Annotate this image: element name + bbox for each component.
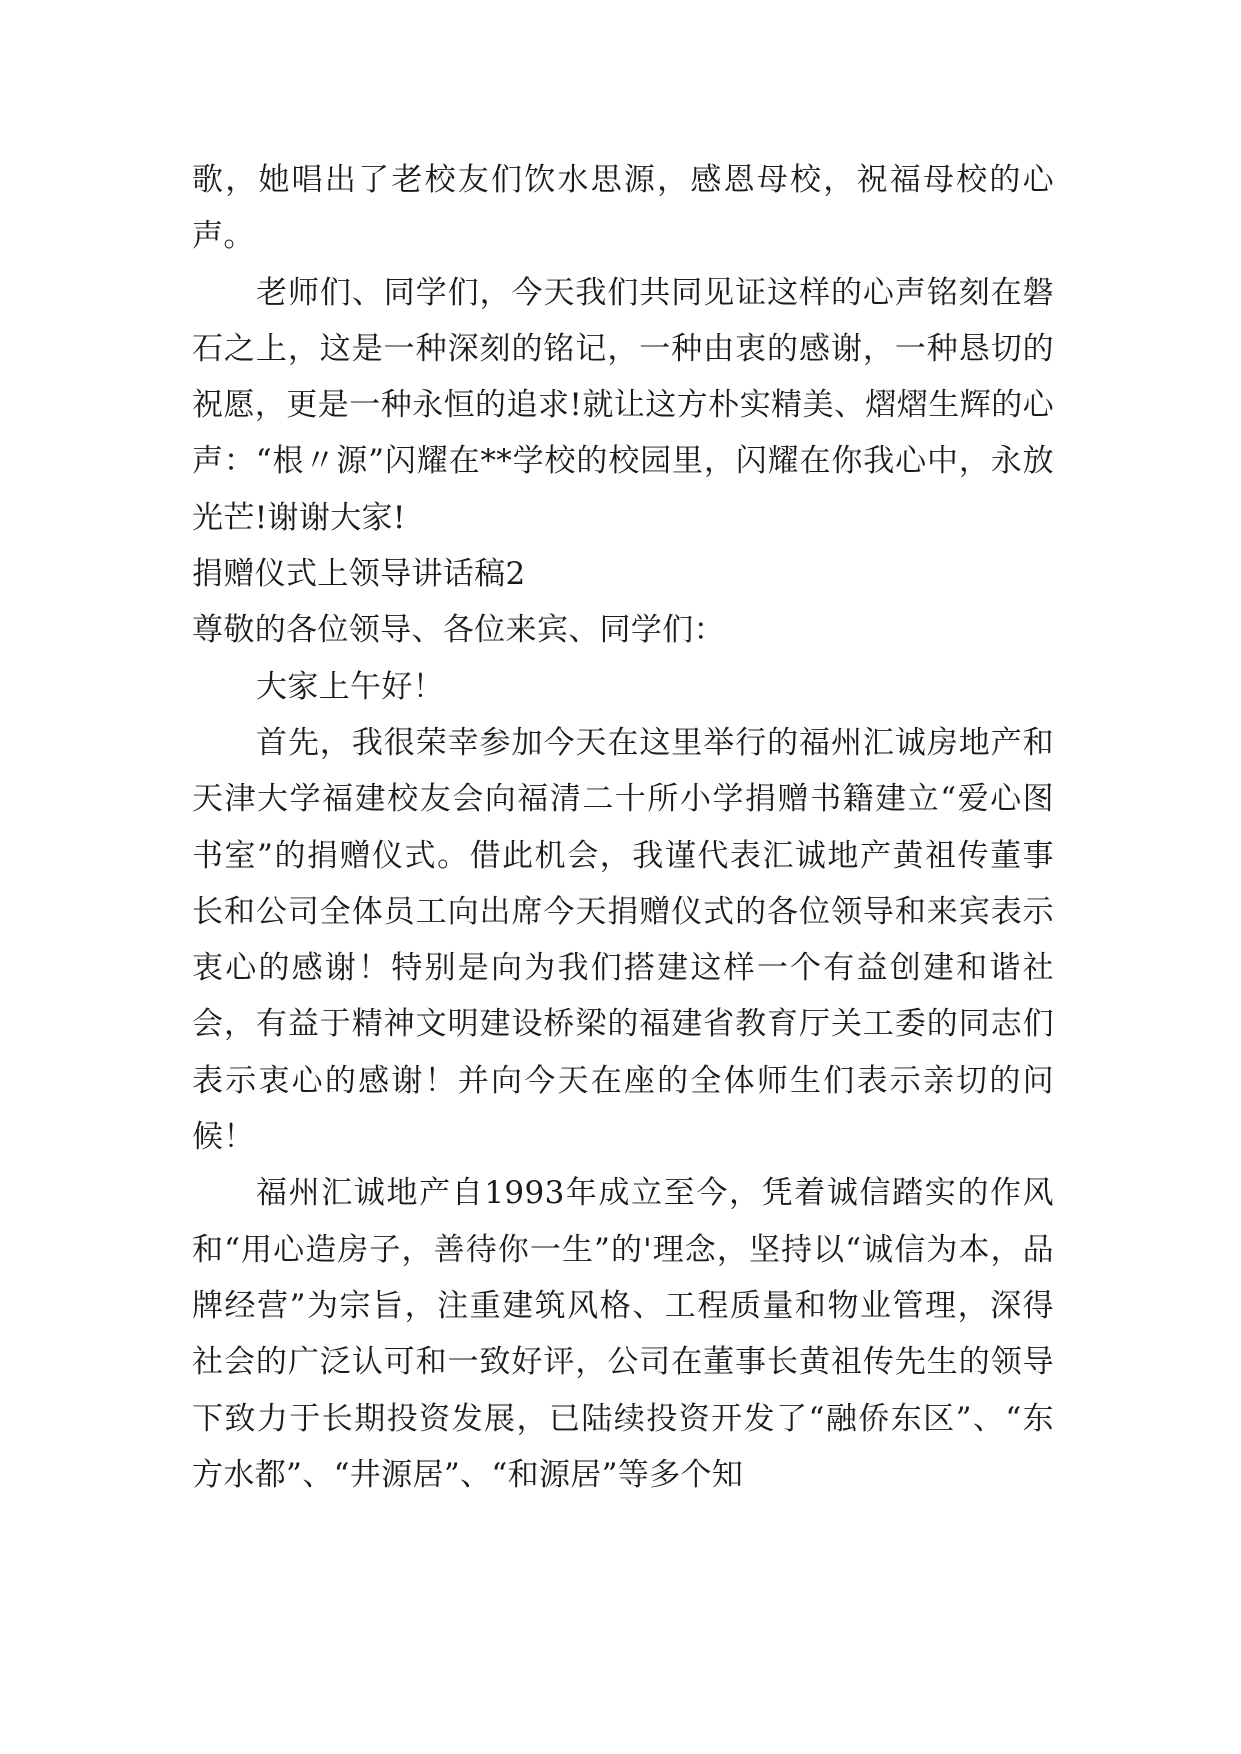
paragraph-company-intro: 福州汇诚地产自1993年成立至今，凭着诚信踏实的作风和“用心造房子，善待你一生”的'理念，坚持以“诚信为本，品牌经营”为宗旨，注重建筑风格、工程质量和物业管理，深得社会的广泛认可和一致好评，公司在董事长黄祖传先生的领导下致力于长期投资发展，已陆续投资开发了“融侨东区”、“东方水都”、“井源居”、“和源居”等多个知 bbox=[192, 1175, 1054, 1493]
section-title: 捐赠仪式上领导讲话稿2 bbox=[192, 556, 526, 593]
paragraph-song-ending: 歌，她唱出了老校友们饮水思源，感恩母校，祝福母校的心声。 bbox=[192, 162, 1054, 255]
paragraph-greeting: 大家上午好！ bbox=[256, 668, 445, 705]
document-body bbox=[192, 152, 1054, 1503]
paragraph-teachers-students: 老师们、同学们，今天我们共同见证这样的心声铭刻在磐石之上，这是一种深刻的铭记，一种由衷的感谢，一种恳切的祝愿，更是一种永恒的追求!就让这方朴实精美、熠熠生辉的心声：“根〃源”闪耀在**学校的校园里，闪耀在你我心中，永放光芒!谢谢大家! bbox=[192, 274, 1054, 536]
paragraph-thanks: 首先，我很荣幸参加今天在这里举行的福州汇诚房地产和天津大学福建校友会向福清二十所小学捐赠书籍建立“爱心图书室”的捐赠仪式。借此机会，我谨代表汇诚地产黄祖传董事长和公司全体员工向出席今天捐赠仪式的各位领导和来宾表示衷心的感谢！特别是向为我们搭建这样一个有益创建和谐社会，有益于精神文明建设桥梁的福建省教育厅关工委的同志们表示衷心的感谢！并向今天在座的全体师生们表示亲切的问候！ bbox=[192, 724, 1054, 1156]
paragraph-salutation: 尊敬的各位领导、各位来宾、同学们： bbox=[192, 612, 725, 649]
